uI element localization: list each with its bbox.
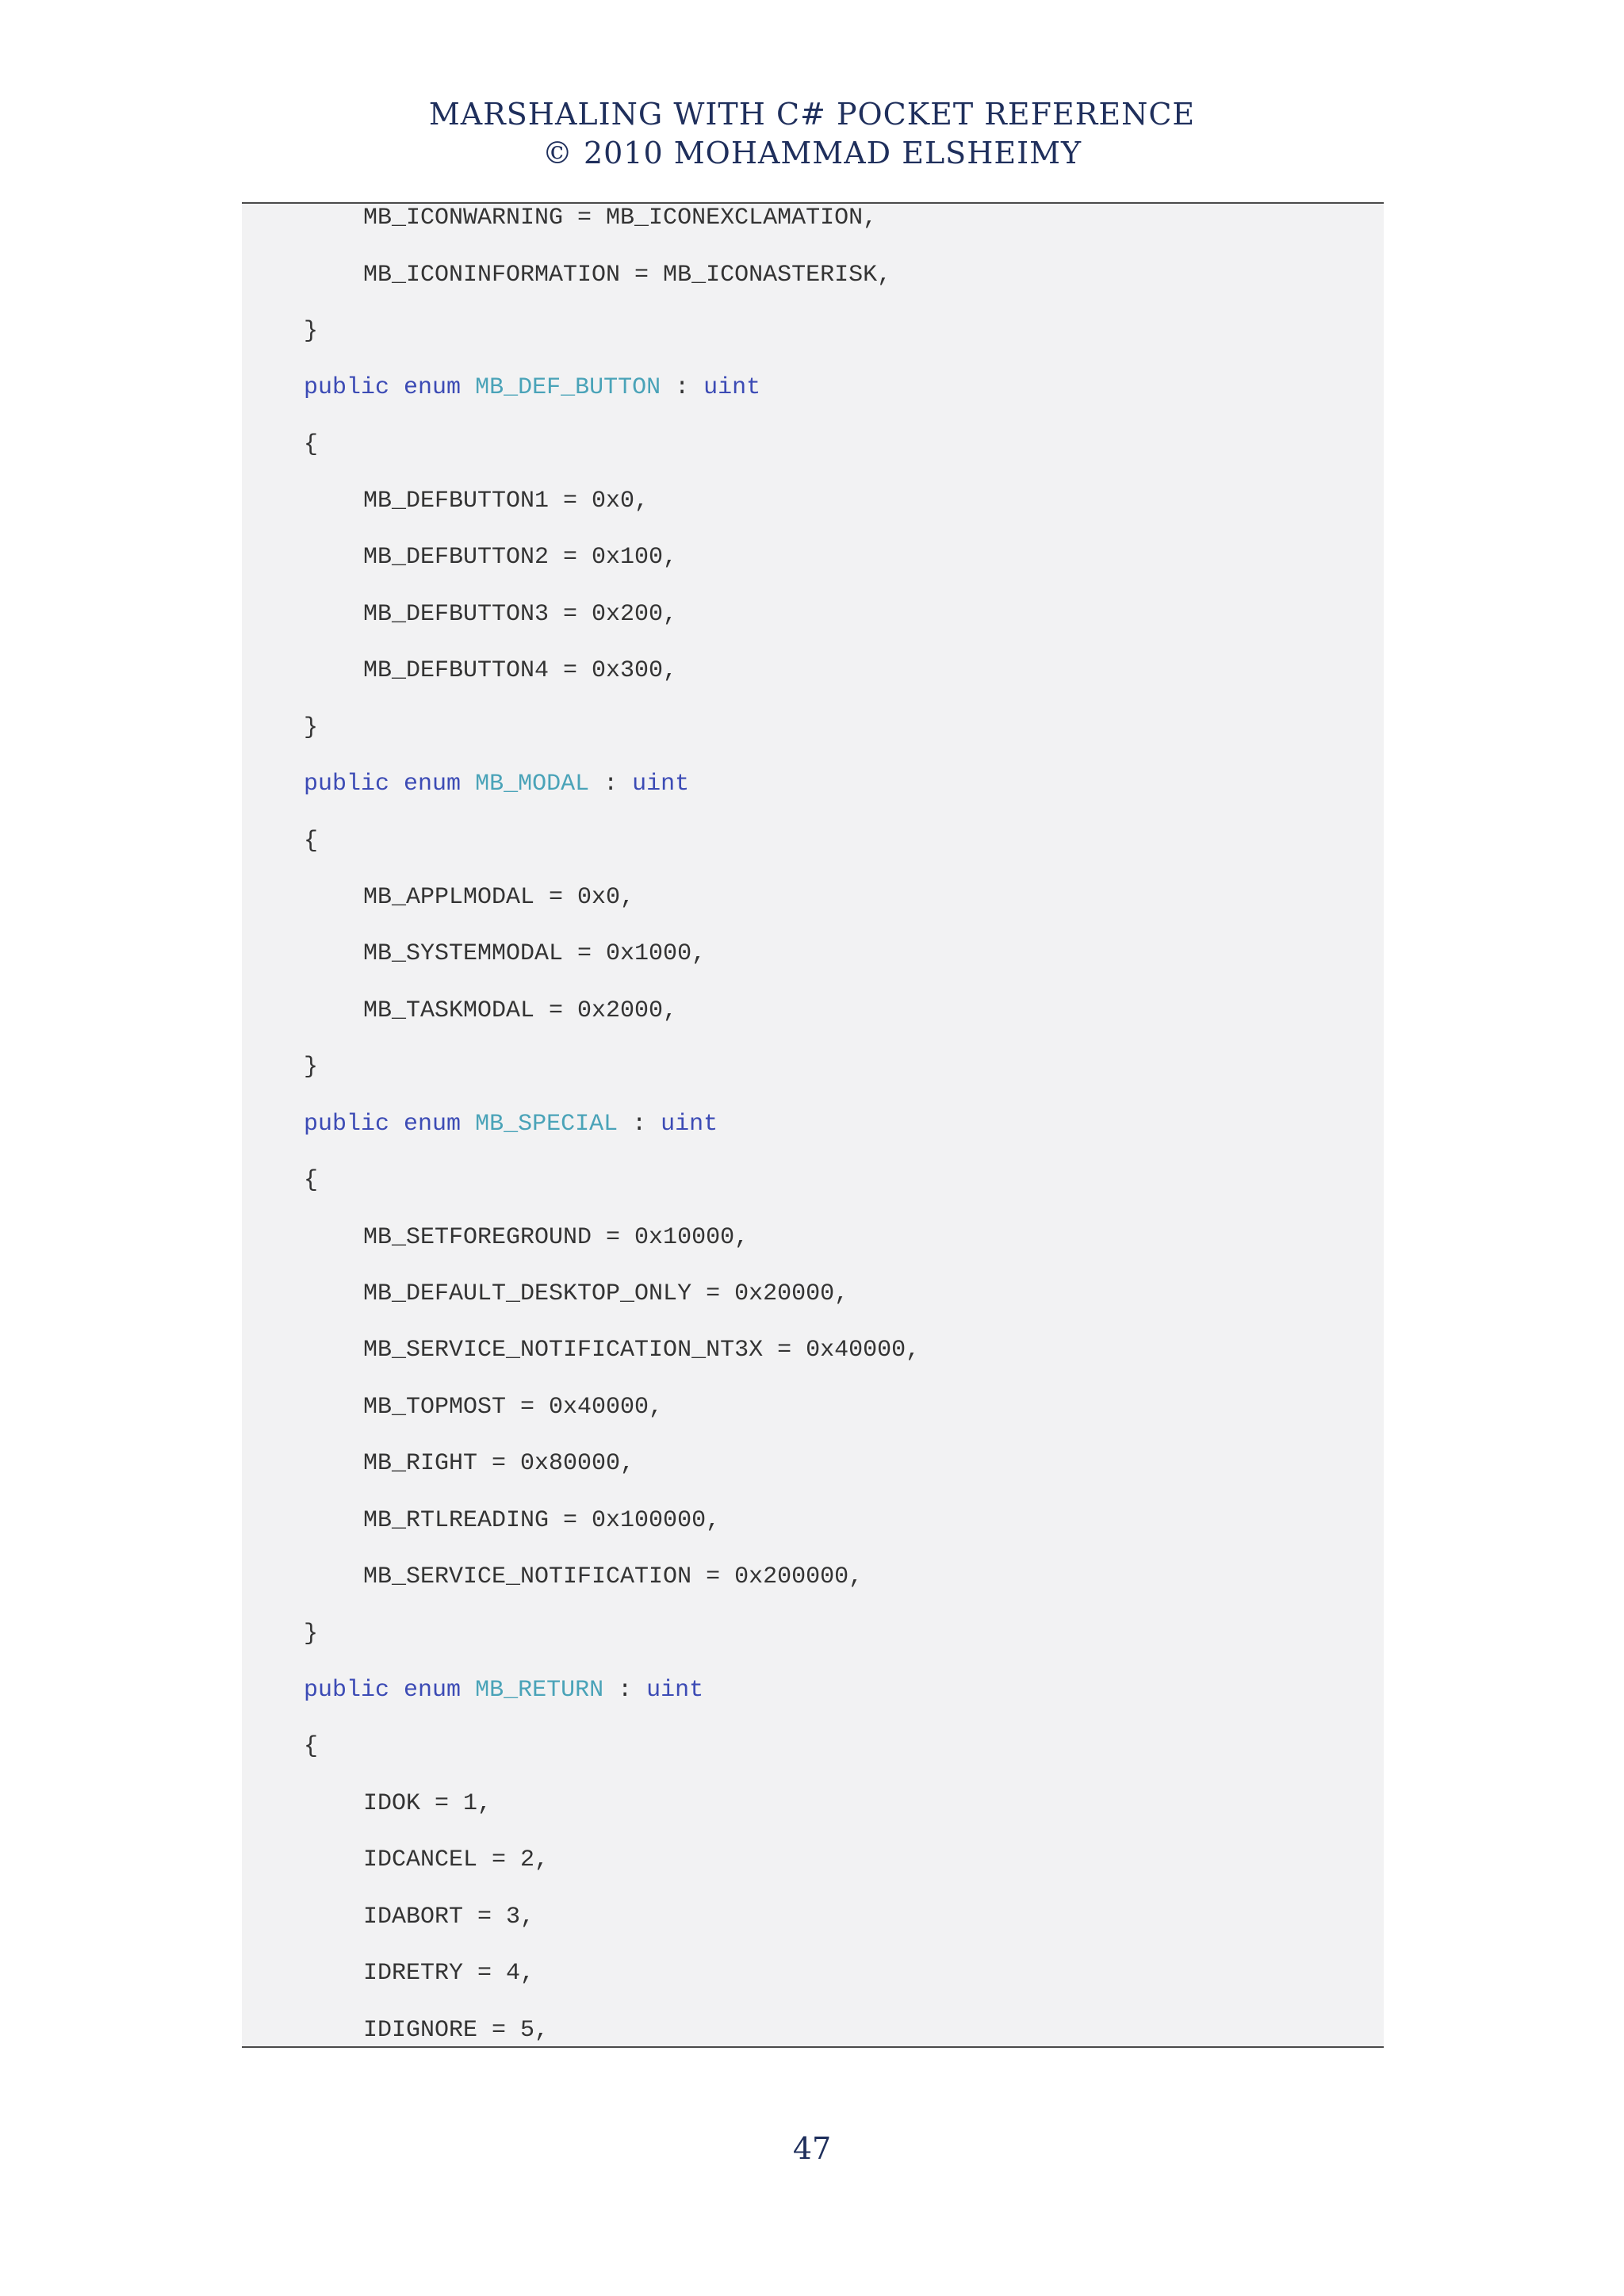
code-line: MB_SYSTEMMODAL = 0x1000, (363, 940, 707, 967)
code-separator: : (589, 771, 633, 798)
code-block (242, 202, 1384, 2048)
code-base-type: uint (661, 1111, 718, 1138)
enum-declaration (304, 373, 760, 402)
code-line: MB_ICONWARNING = MB_ICONEXCLAMATION, (363, 205, 878, 232)
code-line: { (304, 1733, 319, 1760)
code-line: IDRETRY = 4, (363, 1960, 535, 1987)
running-header (0, 95, 1624, 173)
enum-type-name: MB_SPECIAL (475, 1111, 619, 1138)
code-line: MB_DEFBUTTON2 = 0x100, (363, 544, 678, 571)
enum-declaration (304, 1110, 718, 1138)
code-base-type: uint (646, 1677, 704, 1704)
code-keyword: public enum (304, 1111, 462, 1138)
code-line: MB_ICONINFORMATION = MB_ICONASTERISK, (363, 262, 892, 289)
code-line: MB_SETFOREGROUND = 0x10000, (363, 1224, 749, 1251)
code-line: MB_DEFBUTTON3 = 0x200, (363, 601, 678, 628)
code-line: MB_DEFAULT_DESKTOP_ONLY = 0x20000, (363, 1280, 849, 1307)
header-title: MARSHALING WITH C# POCKET REFERENCE (428, 97, 1196, 132)
code-line: IDIGNORE = 5, (363, 2017, 550, 2044)
code-separator: : (618, 1111, 661, 1138)
code-separator: : (603, 1677, 647, 1704)
code-line: MB_DEFBUTTON4 = 0x300, (363, 657, 678, 684)
code-line: { (304, 431, 319, 458)
page-number: 47 (792, 2131, 832, 2166)
header-copyright: © 2010 MOHAMMAD ELSHEIMY (542, 136, 1082, 170)
code-base-type: uint (703, 374, 761, 401)
code-line: { (304, 828, 319, 855)
code-line: MB_DEFBUTTON1 = 0x0, (363, 488, 649, 515)
code-keyword: public enum (304, 771, 462, 798)
code-line: MB_TASKMODAL = 0x2000, (363, 997, 678, 1024)
enum-type-name: MB_MODAL (475, 771, 590, 798)
code-line: MB_SERVICE_NOTIFICATION_NT3X = 0x40000, (363, 1337, 921, 1364)
code-keyword: public enum (304, 1677, 462, 1704)
code-line: MB_RTLREADING = 0x100000, (363, 1507, 721, 1534)
code-line: } (304, 1621, 319, 1647)
code-line: MB_TOPMOST = 0x40000, (363, 1394, 664, 1421)
enum-declaration (304, 770, 689, 798)
code-line: } (304, 318, 319, 345)
code-keyword: public enum (304, 374, 462, 401)
enum-type-name: MB_RETURN (475, 1677, 604, 1704)
enum-type-name: MB_DEF_BUTTON (475, 374, 661, 401)
code-line: { (304, 1167, 319, 1194)
code-separator: : (661, 374, 704, 401)
code-line: } (304, 714, 319, 741)
code-line: IDABORT = 3, (363, 1904, 535, 1931)
code-line: MB_RIGHT = 0x80000, (363, 1450, 635, 1477)
code-line: IDOK = 1, (363, 1790, 492, 1817)
code-line: MB_APPLMODAL = 0x0, (363, 884, 635, 911)
code-line: IDCANCEL = 2, (363, 1846, 550, 1873)
code-base-type: uint (632, 771, 690, 798)
enum-declaration (304, 1676, 703, 1705)
code-line: } (304, 1054, 319, 1081)
code-line: MB_SERVICE_NOTIFICATION = 0x200000, (363, 1563, 864, 1590)
